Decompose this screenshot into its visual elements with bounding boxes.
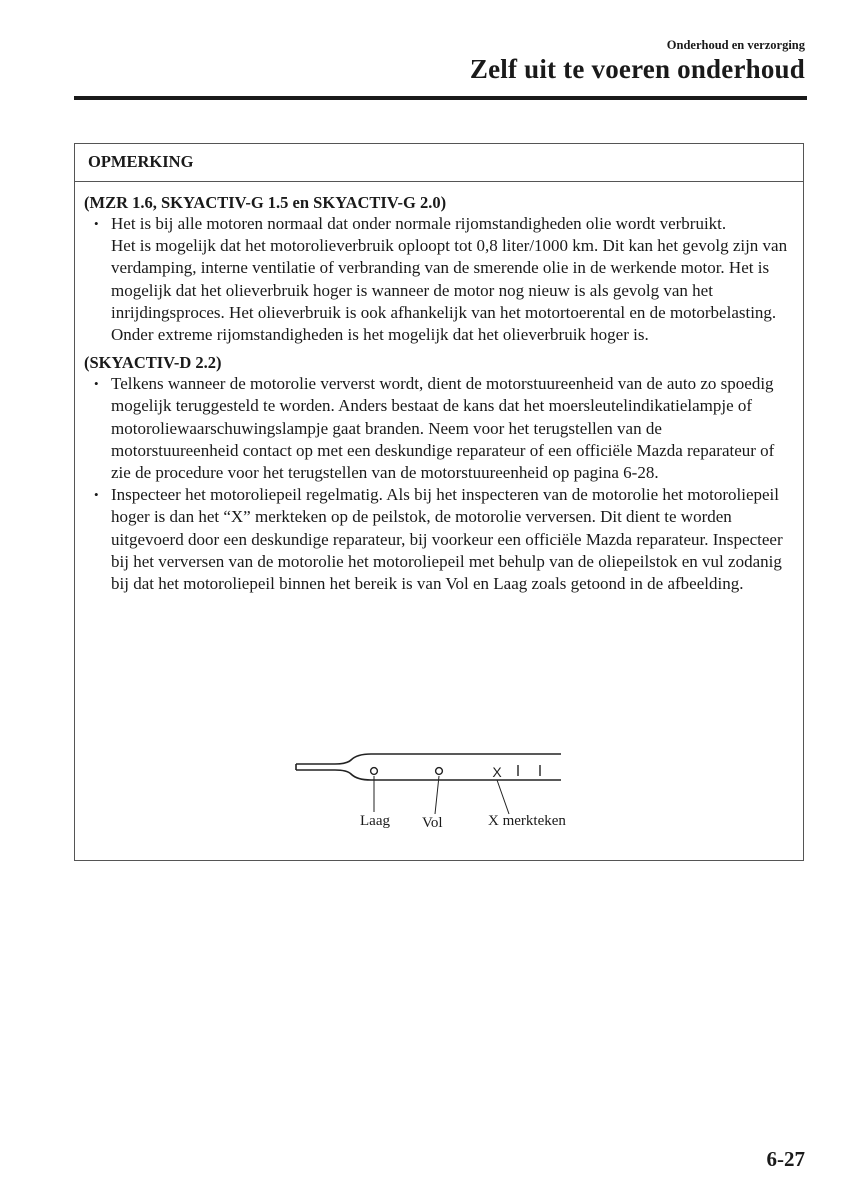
engine-group-1-heading: (MZR 1.6, SKYACTIV-G 1.5 en SKYACTIV-G 2.0) xyxy=(84,193,447,212)
header-rule xyxy=(74,96,807,100)
low-mark xyxy=(371,768,378,775)
x-leader xyxy=(497,780,509,814)
x-label: X merkteken xyxy=(488,813,566,829)
engine-group-2-heading: (SKYACTIV-D 2.2) xyxy=(84,353,222,373)
page-title: Zelf uit te voeren onderhoud xyxy=(469,54,805,84)
dipstick-outline xyxy=(296,754,561,780)
note-title: OPMERKING xyxy=(75,144,803,182)
full-mark xyxy=(436,768,443,775)
page-number: 6-27 xyxy=(766,1147,805,1171)
dipstick-figure xyxy=(75,144,803,860)
full-leader xyxy=(435,776,439,814)
full-label: Vol xyxy=(422,815,443,831)
list-item-text: Het is mogelijk dat het motorolieverbruik oploopt tot 0,8 liter/1000 km. Dit kan het gevolg zijn van verdamping, interne ventilatie of verbranding van de smerende olie in de werkende motor. Het is mogelijk dat het olieverbruik hoger is wanneer de motor nog nieuw is als gevolg van het inrijdingsproces. Het olieverbruik is ook afhankelijk van het motortoerental en de motorbelasting. Onder extreme rijomstandigheden is het mogelijk dat het olieverbruik hoger is. xyxy=(111,236,788,345)
list-item: • Telkens wanneer de motorolie ververst wordt, dient de motorstuureenheid van de auto zo spoedig mogelijk teruggesteld te worden. Anders bestaat de kans dat het moersleutelindikatielampje of motoroliewaarschuwingslampje gaat branden. Neem voor het terugstellen van de motorstuureenheid contact op met een deskundige reparateur of een officiële Mazda reparateur of zie de procedure voor het terugstellen van de motorstuureenheid op pagina 6-28. xyxy=(84,373,793,484)
section-label: Onderhoud en verzorging xyxy=(666,38,805,52)
list-item: • Inspecteer het motoroliepeil regelmatig. Als bij het inspecteren van de motorolie het motoroliepeil hoger is dan het “X” merkteken op de peilstok, de motorolie verversen. Dit dient te worden uitgevoerd door een deskundige reparateur, bij voorkeur een officiële Mazda reparateur. Inspecteer bij het verversen van de motorolie het motoroliepeil met behulp van de oliepeilstok en vul zodanig bij dat het motoroliepeil binnen het bereik is van Vol en Laag zoals getoond in de afbeelding. xyxy=(84,484,793,595)
x-mark: X xyxy=(492,764,502,780)
note-box xyxy=(74,143,804,861)
low-label: Laag xyxy=(360,813,390,829)
list-item-text: Het is bij alle motoren normaal dat onder normale rijomstandigheden olie wordt verbruikt. xyxy=(111,214,727,233)
